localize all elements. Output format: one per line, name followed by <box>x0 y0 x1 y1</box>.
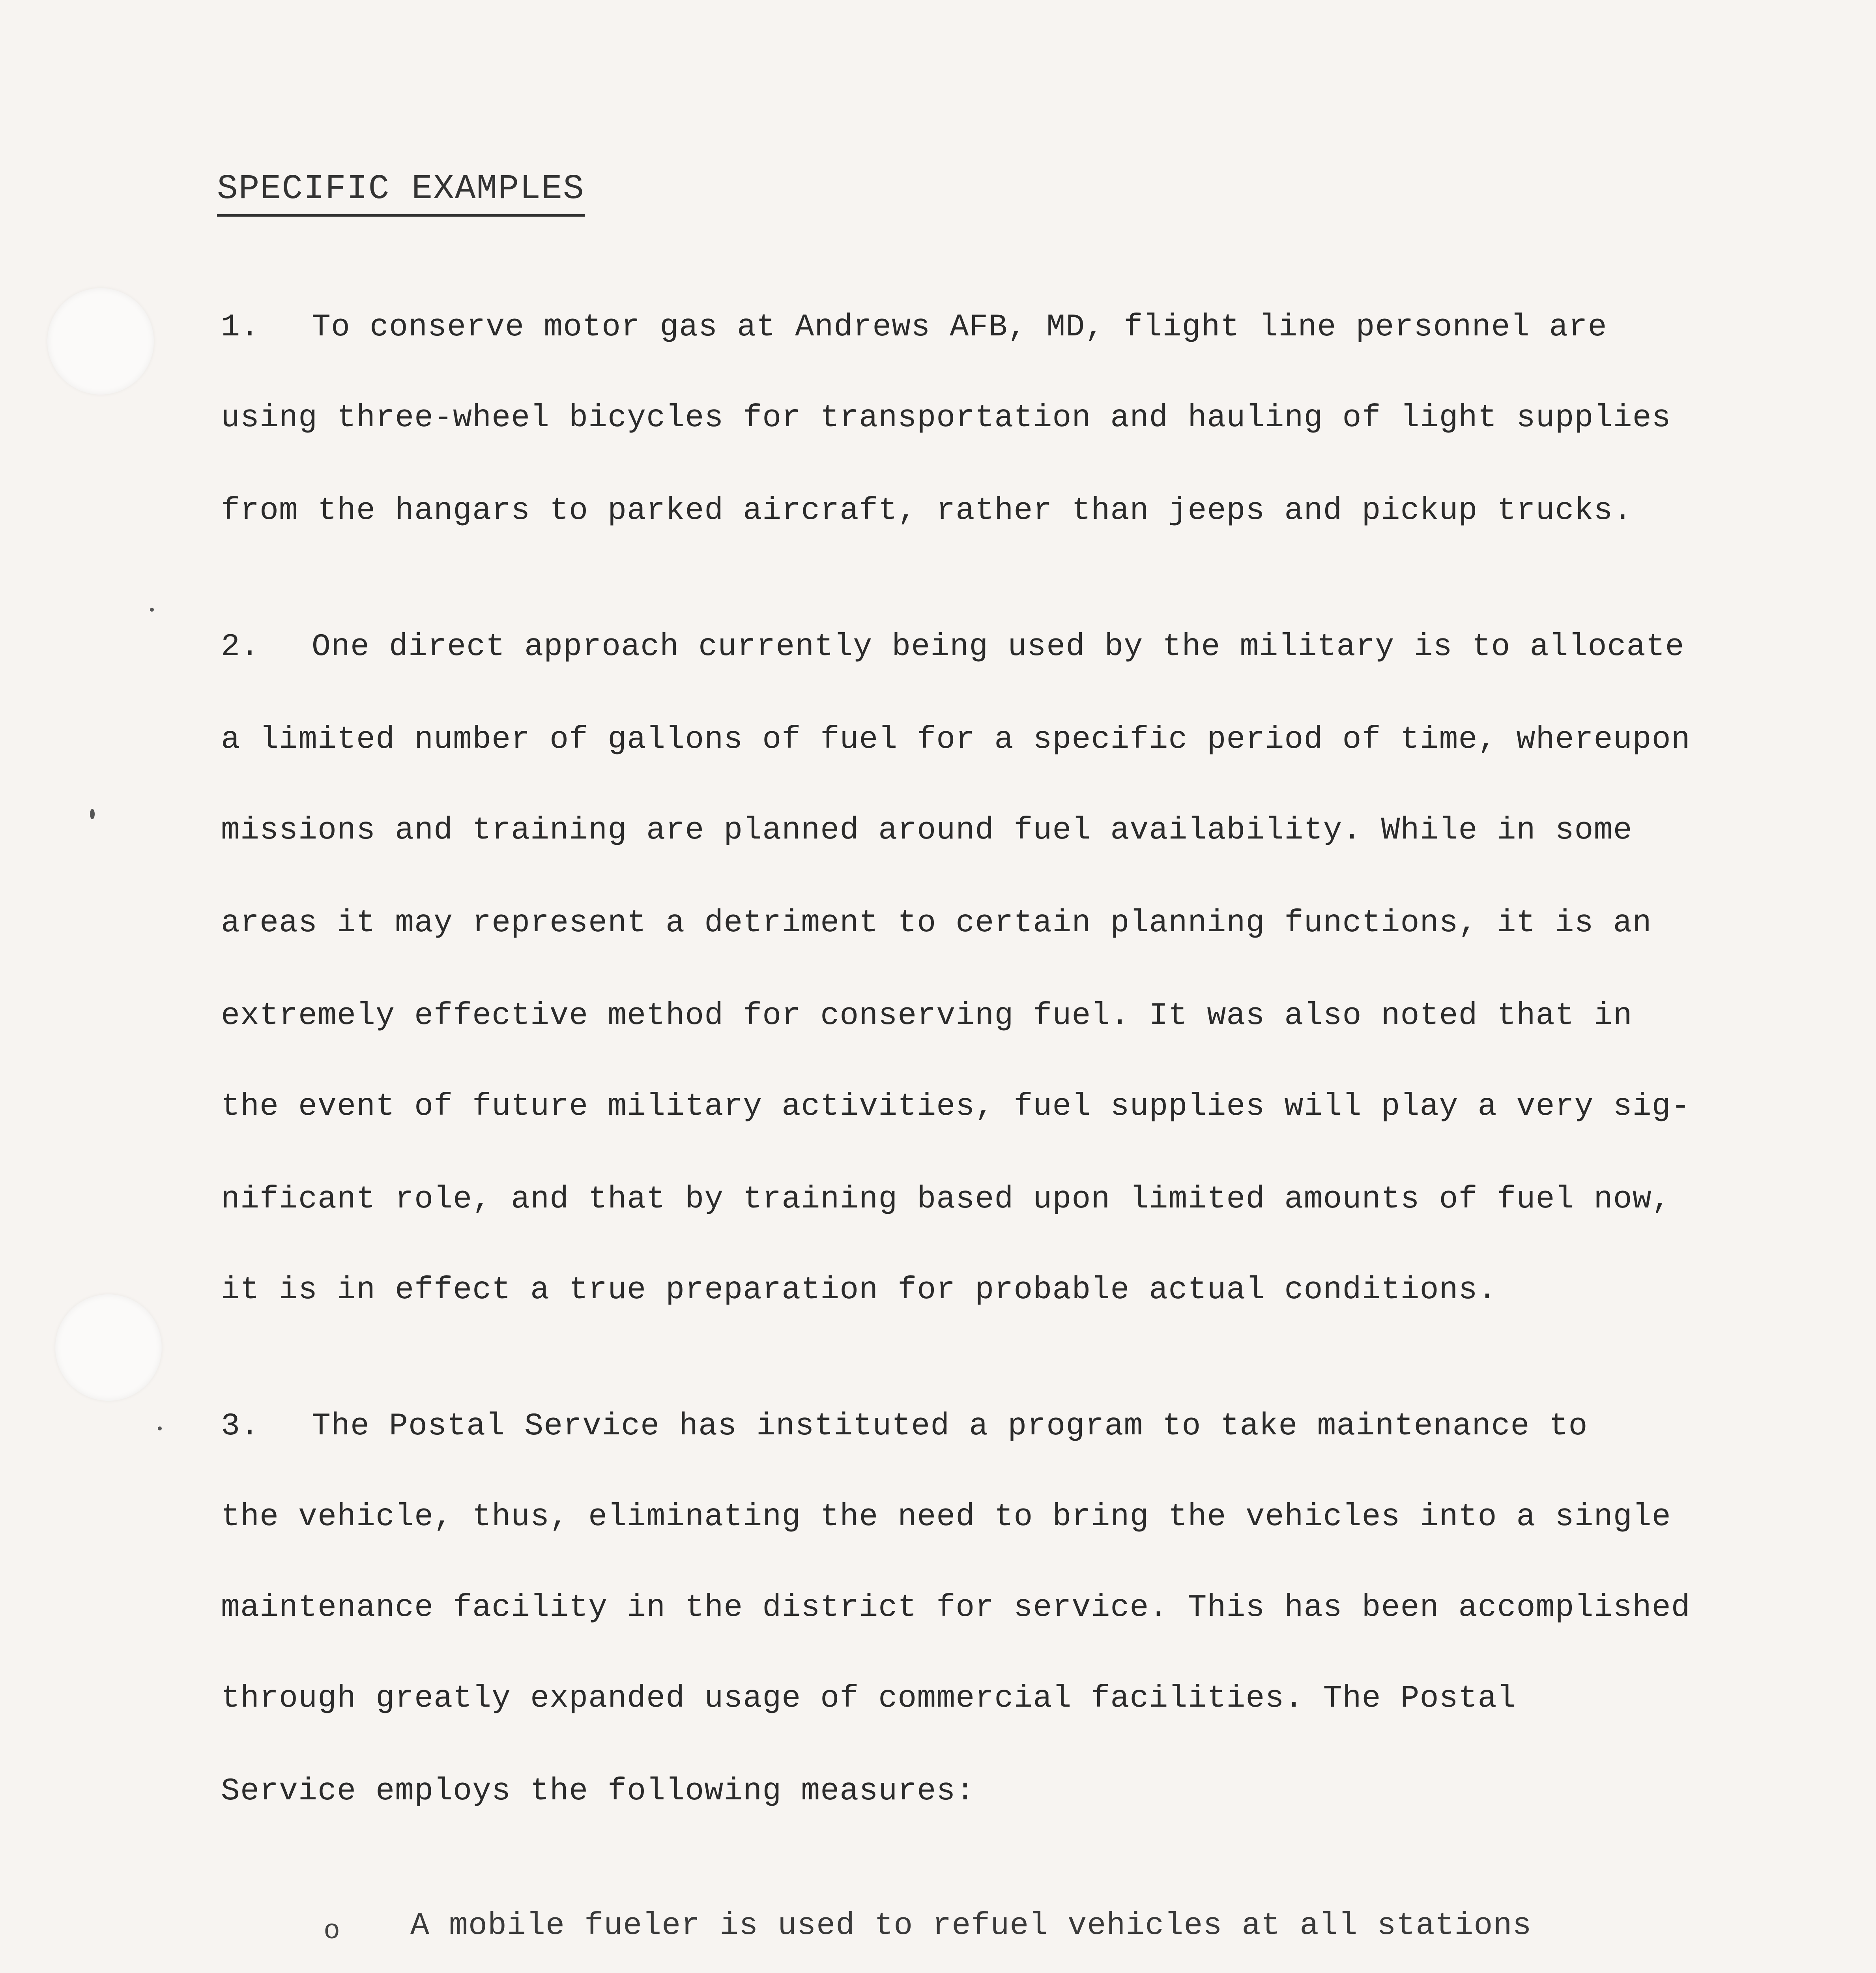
section-2-line-4: areas it may represent a detriment to certain planning functions, it is an <box>221 905 1652 941</box>
section-3-line-4: through greatly expanded usage of commercial facilities. The Postal <box>221 1681 1517 1717</box>
page-speck <box>150 608 154 612</box>
section-1-line-1 <box>221 309 1607 345</box>
section-3-line-5: Service employs the following measures: <box>221 1773 975 1809</box>
page-title: SPECIFIC EXAMPLES <box>217 170 585 217</box>
section-2-line-1 <box>221 631 1685 663</box>
bullet-marker: o <box>324 1916 340 1947</box>
page-speck <box>158 1426 162 1430</box>
section-3-line-3: maintenance facility in the district for service. This has been accomplished <box>221 1590 1691 1626</box>
section-2-line-3: missions and training are planned around fuel availability. While in some <box>221 812 1633 848</box>
section-2-line-8: it is in effect a true preparation for probable actual conditions. <box>221 1272 1497 1308</box>
section-2-line-5: extremely effective method for conserving fuel. It was also noted that in <box>221 998 1633 1034</box>
page-speck <box>90 809 95 819</box>
section-2-line-6: the event of future military activities, fuel supplies will play a very sig- <box>221 1089 1691 1125</box>
section-1-line-2: using three-wheel bicycles for transportation and hauling of light supplies <box>221 400 1671 436</box>
section-3-line-2: the vehicle, thus, eliminating the need to bring the vehicles into a single <box>221 1499 1671 1535</box>
bullet-line-1: A mobile fueler is used to refuel vehicles at all stations <box>410 1908 1532 1944</box>
punch-hole-top <box>47 288 154 395</box>
section-1-number: 1. <box>221 309 260 345</box>
punch-hole-middle <box>55 1294 162 1401</box>
section-3-line-1 <box>221 1408 1588 1444</box>
section-2-number: 2. <box>221 629 260 665</box>
section-3-number: 3. <box>221 1408 260 1444</box>
section-2-line-2: a limited number of gallons of fuel for a specific period of time, whereupon <box>221 722 1691 758</box>
section-text: One direct approach currently being used by the military is to allocate <box>312 629 1685 665</box>
section-2-line-7: nificant role, and that by training based upon limited amounts of fuel now, <box>221 1181 1671 1217</box>
section-text: To conserve motor gas at Andrews AFB, MD, flight line personnel are <box>312 309 1607 345</box>
section-1-line-3: from the hangars to parked aircraft, rather than jeeps and pickup trucks. <box>221 493 1633 529</box>
section-text: The Postal Service has instituted a program to take maintenance to <box>312 1408 1588 1444</box>
